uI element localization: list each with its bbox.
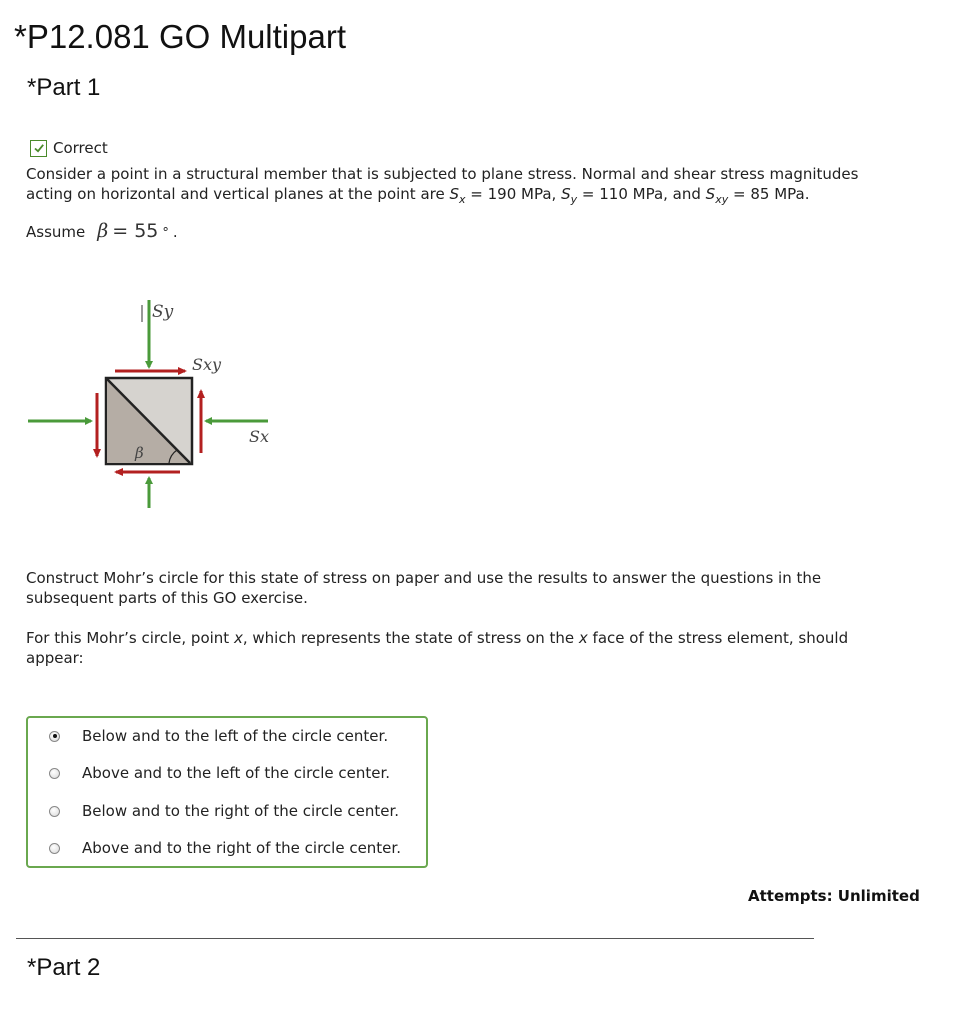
label-beta: β — [135, 444, 144, 462]
degree-symbol: ° — [162, 226, 169, 241]
answer-choices — [26, 716, 428, 868]
stress-element-diagram — [20, 290, 290, 550]
question-line-2: appear: — [26, 649, 84, 667]
question-line-1: For this Mohr’s circle, point x, which represents the state of stress on the x face of the stress element, should — [26, 629, 849, 647]
checkmark-icon — [30, 140, 47, 157]
part-divider — [16, 938, 814, 939]
radio-button[interactable] — [49, 768, 60, 779]
page-title: *P12.081 GO Multipart — [14, 18, 346, 55]
label-sxy: Sxy — [192, 355, 222, 374]
status-correct: Correct — [53, 139, 108, 157]
beta-value: = 55 — [112, 220, 159, 242]
assume-line — [26, 220, 178, 242]
choice-label: Below and to the left of the circle center. — [82, 727, 389, 745]
label-sx: Sx — [249, 427, 269, 446]
construct-instructions — [26, 568, 821, 608]
attempts-counter: Attempts: Unlimited — [748, 887, 920, 905]
radio-button[interactable] — [49, 806, 60, 817]
assume-period: . — [172, 223, 178, 241]
status-row — [30, 139, 108, 157]
choice-label: Above and to the right of the circle center. — [82, 839, 401, 857]
beta-symbol: β — [97, 220, 109, 242]
part2-heading[interactable]: *Part 2 — [27, 954, 101, 981]
problem-line-2: acting on horizontal and vertical planes at the point are $S_x = 190$ MPa, $S_y = 110$ MPa, and $S_{xy} = 85$ MPa. — [26, 185, 810, 206]
problem-statement — [26, 164, 858, 210]
choice-label: Below and to the right of the circle center. — [82, 802, 400, 820]
choice-label: Above and to the left of the circle center. — [82, 764, 391, 782]
radio-button[interactable] — [49, 843, 60, 854]
construct-line-2: subsequent parts of this GO exercise. — [26, 589, 308, 607]
problem-line-1: Consider a point in a structural member that is subjected to plane stress. Normal and shear stress magnitudes — [26, 165, 859, 183]
label-sy: Sy — [152, 302, 174, 322]
part1-heading: *Part 1 — [27, 74, 101, 101]
question-text — [26, 628, 848, 668]
assume-label: Assume — [26, 223, 86, 241]
construct-line-1: Construct Mohr’s circle for this state of stress on paper and use the results to answer the questions in the — [26, 569, 822, 587]
radio-button-selected[interactable] — [49, 731, 60, 742]
